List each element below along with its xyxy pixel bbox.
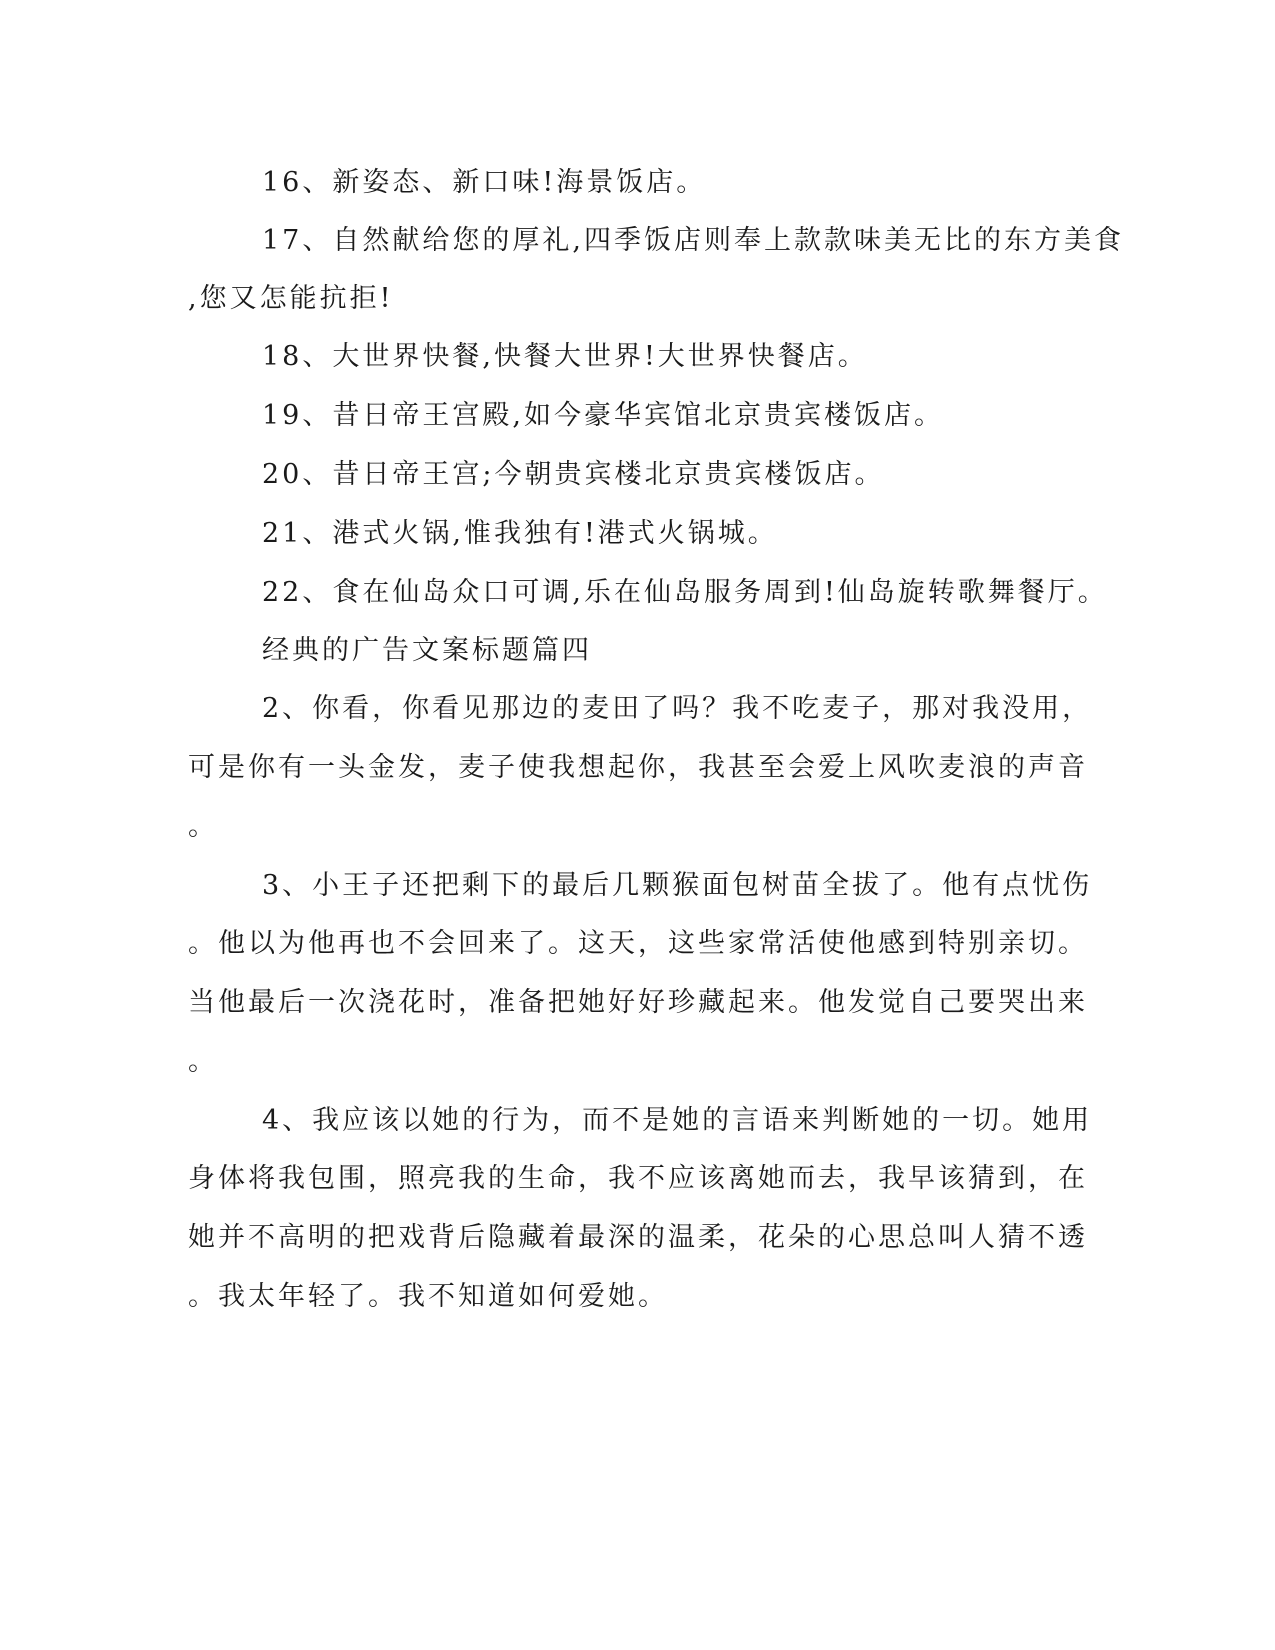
text-line: 16、新姿态、新口味!海景饭店。 bbox=[262, 167, 707, 198]
text-line: 身体将我包围，照亮我的生命，我不应该离她而去，我早该猜到，在 bbox=[188, 1163, 1088, 1194]
text-line: 。我太年轻了。我不知道如何爱她。 bbox=[188, 1281, 668, 1312]
section-heading: 经典的广告文案标题篇四 bbox=[262, 635, 592, 666]
text-line: 。他以为他再也不会回来了。这天，这些家常活使他感到特别亲切。 bbox=[188, 928, 1088, 959]
text-line: 4、我应该以她的行为，而不是她的言语来判断她的一切。她用 bbox=[262, 1105, 1093, 1136]
text-line: 17、自然献给您的厚礼,四季饭店则奉上款款味美无比的东方美食 bbox=[262, 225, 1124, 256]
text-line: 当他最后一次浇花时，准备把她好好珍藏起来。他发觉自己要哭出来 bbox=[188, 987, 1088, 1018]
text-line: 2、你看，你看见那边的麦田了吗？我不吃麦子，那对我没用， bbox=[262, 693, 1093, 724]
text-line: 可是你有一头金发，麦子使我想起你，我甚至会爱上风吹麦浪的声音 bbox=[188, 752, 1088, 783]
text-line: 。 bbox=[188, 1046, 218, 1077]
text-line: 她并不高明的把戏背后隐藏着最深的温柔，花朵的心思总叫人猜不透 bbox=[188, 1222, 1088, 1253]
text-line: 22、食在仙岛众口可调,乐在仙岛服务周到!仙岛旋转歌舞餐厅。 bbox=[262, 577, 1108, 608]
text-line: 20、昔日帝王宫;今朝贵宾楼北京贵宾楼饭店。 bbox=[262, 459, 885, 490]
text-line: 。 bbox=[188, 811, 218, 842]
text-line: 19、昔日帝王宫殿,如今豪华宾馆北京贵宾楼饭店。 bbox=[262, 400, 944, 431]
text-line: 3、小王子还把剩下的最后几颗猴面包树苗全拔了。他有点忧伤 bbox=[262, 870, 1093, 901]
text-line: 21、港式火锅,惟我独有!港式火锅城。 bbox=[262, 518, 778, 549]
text-line: 18、大世界快餐,快餐大世界!大世界快餐店。 bbox=[262, 341, 868, 372]
text-line: ,您又怎能抗拒! bbox=[188, 283, 394, 314]
